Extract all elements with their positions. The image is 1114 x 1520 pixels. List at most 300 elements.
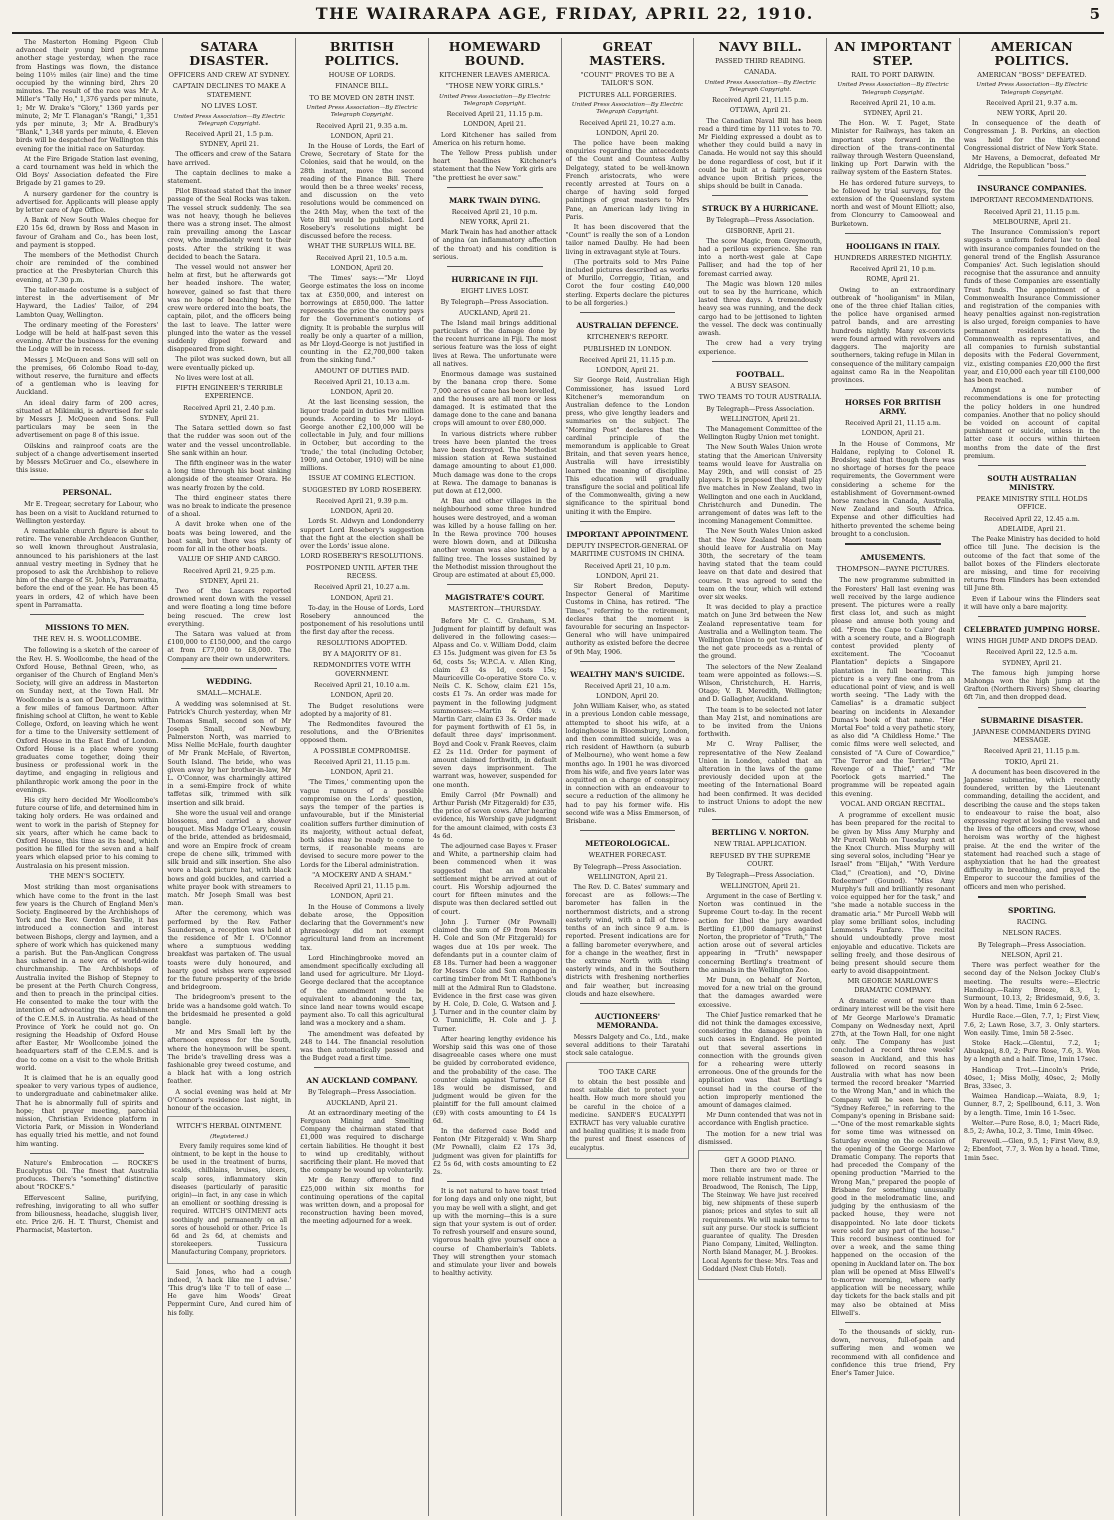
- news-paragraph: Lord Hinchingbrooke moved an amendment specifically excluding all land used for agriculture. Mr Lloyd-George declared that the acceptance of the amendment would be equivalent to abandoning the tax, since land near towns would escape payment also. To call this agricultural land was a mockery and a sham.: [300, 953, 424, 1028]
- news-paragraph: Sir George Reid, Australian High Commissioner, has issued Lord Kitchener's memorandum on Australian defence to the London press, who give lengthy leaders and summaries on the subject. The "Morning Post" declares that the cardinal principle of the memorandum is applicable to Great Britain, and that seven years hence, Australia will have irresistibly learned the meaning of discipline. This education will gradually transfigure the social and political life of the Commonwealth, giving a new significance to the spiritual bond uniting it with the Empire.: [565, 376, 690, 516]
- article-subheading: OFFICERS AND CREW AT SYDNEY.: [168, 71, 290, 79]
- divider: [580, 521, 676, 522]
- news-paragraph: It is claimed that he is an equally good speaker to very various types of audience, to undergraduate and cabinetmaker alike. That he is abnormally full of spirits and hope; that prayer meeting, parochial mission, Christian Evidence platform in Victoria Park, or Mission in Wonderland has equally tried his mettle, and not found him wanting.: [16, 1073, 159, 1148]
- dateline: Received April 21, 10 a.m.: [584, 681, 671, 690]
- dateline: Received April 21, 11.15 p.m.: [712, 96, 809, 105]
- article-heading: AUSTRALIAN DEFENCE.: [576, 321, 679, 331]
- place-line: NEW YORK, April 20.: [996, 109, 1067, 118]
- place-line: LONDON, April 21.: [330, 768, 394, 777]
- lead-headline: NAVY BILL.: [718, 39, 802, 54]
- article-subheading: MR GEORGE MARLOWE'S DRAMATIC COMPANY.: [847, 977, 939, 994]
- news-paragraph: The third engineer states there was no break to indicate the presence of a shoal.: [167, 493, 292, 519]
- article-heading: MARK TWAIN DYING.: [448, 195, 541, 205]
- news-paragraph: The Island mail brings additional particulars of the damage done by the recent hurricane in Fiji. The most serious feature was the loss of eight lives at Rewa. The unfortunate were all natives.: [432, 318, 557, 368]
- place-line: SYDNEY, April 21.: [863, 109, 923, 118]
- dateline: Received April 21, 10.5 a.m.: [316, 253, 408, 262]
- news-paragraph: His city hero decided Mr Woollcombe's future course of life, and determined him in taking holy orders. He was ordained and went to work in the parish of Stepney for six years, after which he came back to Oxford House, this time as its head, which position he filled for the seven and a half years which elapsed prior to his coming to Australasia on his present mission.: [16, 796, 159, 870]
- article-subheading: TWO TEAMS TO TOUR AUSTRALIA.: [698, 393, 822, 402]
- news-paragraph: John William Kaiser, who, as stated in a previous London cable message, attempted to shoot his wife, at a lodginghouse in Bloomsbury, London, and then committed suicide, was a rich resident of Hawthorn (a suburb of Melbourne), who went home a few months ago. In 1901 he was divorced from his wife, and five years later was acquitted on a charge of conspiracy in connection with an endeavour to secure a reduction of the alimony he had to pay his former wife. His second wife was a Miss Emmerson, of Brisbane.: [565, 702, 690, 826]
- divider: [978, 707, 1086, 708]
- article-subheading: RESOLUTIONS ADOPTED.: [316, 638, 408, 647]
- divider: [845, 543, 941, 545]
- article-subheading: FINANCE BILL.: [335, 82, 389, 91]
- article-heading: WEALTHY MAN'S SUICIDE.: [570, 669, 685, 679]
- advertisement: Effervescent Saline, purifying, refreshing, invigorating to all who suffer from biliousness, headache, sluggish liver, etc. Price 2/6. H. T. Thurst, Chemist and Pharmacist, Masterton.: [16, 1193, 159, 1235]
- article-subheading: SMALL—MCHALE.: [196, 688, 262, 697]
- news-paragraph: An ideal dairy farm of 200 acres, situated at Mikimiki, is advertised for sale by Messrs J. McQueen and Sons. Full particulars may be seen in the advertisement on page 8 of this issue.: [16, 398, 159, 440]
- article-subheading: REDMONDITES VOTE WITH GOVERNMENT.: [313, 661, 411, 678]
- advertisement: Nature's Embrocation — ROCKE'S Eucalyptus Oil. The finest that Australia produces. There's "something" distinctive about "ROCKE'S.": [16, 1158, 159, 1192]
- article-subheading: CAPTAIN DECLINES TO MAKE A STATEMENT.: [172, 82, 286, 99]
- advertisement-heading: WITCH'S HERBAL OINTMENT.: [176, 1122, 283, 1131]
- column-7: [827, 38, 960, 1516]
- news-paragraph: At the Fire Brigade Station last evening, a card tournament was held in which the Old Boys' Association defeated the Fire Brigade by 21 games to 29.: [16, 154, 159, 188]
- divider: [30, 1153, 144, 1154]
- news-paragraph: Emily Carrol (Mr Pownall) and Arthur Parish (Mr Fitzgerald) for £35, the price of seven cows. After hearing evidence, his Worship gave judgment for the amount claimed, with costs £3 4s 6d.: [432, 790, 557, 840]
- news-paragraph: Mr Havens, a Democrat, defeated Mr Aldridge, the Republican "boss.": [963, 154, 1100, 171]
- article-subheading: BY A MAJORITY OF 81.: [322, 650, 402, 659]
- news-paragraph: 'The Times,' commenting upon the vague rumours of a possible compromise on the Lords' question, says the temper of the parties is unfavourable, but if the Ministerial coalition suffers further diminution of its majority, without actual defeat, both sides may be ready to come to terms, if reasonable means are devised to secure more power to the Lords for the Liberal administration.: [300, 778, 424, 869]
- news-paragraph: In various districts where rubber trees have been planted the trees have been destroyed. The Methodist mission station at Rewa sustained damage amounting to about £1,000. Much damage was done to the crops at Rewa. The damage to bananas is put down at £12,000.: [432, 429, 557, 495]
- place-line: NEW YORK, April 21.: [459, 218, 530, 227]
- article-subheading: PUBLISHED IN LONDON.: [583, 344, 672, 353]
- article-subheading: AMOUNT OF DUTIES PAID.: [314, 366, 410, 375]
- article-subheading: NO LIVES LOST.: [201, 102, 258, 111]
- article-heading: CELEBRATED JUMPING HORSE.: [963, 624, 1100, 634]
- divider: [447, 266, 543, 267]
- news-paragraph: The Satara settled down so fast that the rudder was soon out of the water and the vessel uncontrollable. She sank within an hour.: [167, 424, 292, 457]
- dateline: Received April 22, 12.45 a.m.: [983, 514, 1080, 523]
- lead-headline: SATARA DISASTER.: [189, 39, 270, 68]
- news-paragraph: The team is to be selected not later than May 21st, and nominations are to be invited from the Unions forthwith.: [698, 705, 823, 739]
- news-paragraph: The officers and crew of the Satara have arrived.: [167, 150, 292, 167]
- dateline: Received April 21, 1.5 p.m.: [185, 130, 274, 139]
- advertisement-box: [698, 1150, 822, 1280]
- place-line: LONDON, April 21.: [330, 131, 394, 140]
- news-paragraph: A dramatic event of more than ordinary interest will be the visit here of Mr George Marlowe's Dramatic Company on Wednesday next, April 27th, at the Town Hall, for one night only. The Company has just concluded a record three weeks' season in Auckland, and this has followed on record seasons in Australia with what has now been termed the record breaker "Married to the Wrong Man," and in which the Company will be seen here. The "Sydney Referee," in referring to the Company's opening in Brisbane said:—"One of the most remarkable sights for some time was witnessed on Saturday evening on the occasion of the opening of the George Marlowe Dramatic Company. The reports that had preceded the Company of the opening production "Married to the Wrong Man," prepared the people of Brisbane for something unusually good in the melodramatic line, and judging by the enthusiasm of the packed house, they were not disappointed. No late door tickets were sold for any part of the house." This record business continued for over a week, and the same thing happened on the occasion of the opening in Auckland later on. The box plan will be opened at Miss Ellwell's to-morrow morning, where early application will be necessary, while day tickets for the back stalls and pit may also be obtained at Miss Ellwell's.: [831, 997, 955, 1317]
- article-subheading: PICTURES ALL FORGERIES.: [578, 90, 677, 99]
- article-heading: INSURANCE COMPANIES.: [977, 184, 1087, 194]
- dateline: Received April 21, 9.37 a.m.: [986, 98, 1078, 107]
- place-line: LONDON, April 20.: [596, 692, 659, 701]
- divider: [845, 1322, 941, 1323]
- news-paragraph: It has been discovered that the "Count" is really the son of a London tailor named Daulby. He had been living in extravagant style at Tours.: [565, 223, 690, 256]
- article-subheading: PASSED THIRD READING.: [715, 57, 806, 65]
- divider: [845, 233, 941, 234]
- news-paragraph: Mr E. Tregear, secretary for Labour, who has been on a visit to Auckland returned to Wellington yesterday.: [16, 500, 159, 525]
- news-paragraph: The members of the Methodist Church choir are reminded of the combined practice at the Presbyterian Church this evening, at 7.30 p.m.: [16, 251, 159, 284]
- place-line: LONDON, April 21.: [330, 593, 394, 602]
- article-heading: MISSIONS TO MEN.: [45, 623, 130, 632]
- news-paragraph: At the last licensing session, the liquor trade paid in duties two million pounds. According to Mr Lloyd-George another £2,100,000 will be collectable in July, and four millions in October, but according to the 'trade,' the total (including October, 1909, and October, 1910) will be nine millions.: [300, 398, 424, 472]
- article-subheading: NEW TRIAL APPLICATION.: [713, 840, 807, 849]
- news-paragraph: The amendment was defeated by 248 to 144. The financial resolution was then automatically passed and the Budget read a first time.: [300, 1029, 424, 1063]
- news-paragraph: Mr C. Wray Palliser, the representative of the New Zealand Union in London, cabled that an alteration in the laws of the game previously decided upon at the meeting of the International Board had been confirmed. It was decided to instruct Unions to adopt the new rules.: [698, 740, 823, 815]
- column-3: [296, 38, 429, 1516]
- news-paragraph: Mr Dunn, on behalf of Norton, moved for a new trial on the ground that the damages awarded were excessive.: [698, 975, 823, 1009]
- article-subheading: HOUSE OF LORDS.: [328, 71, 396, 79]
- place-line: LONDON, April 20.: [330, 264, 394, 273]
- news-paragraph: 'The Times' says:—"Mr Lloyd George estimates the loss on income tax at £350,000, and interest on borrowings at £850,000. The latter represents the price the country pays for the Government's notions of dignity. It is probable the surplus will really be only a quarter of a million, as Mr Lloyd-George is not justified in counting in the £2,700,000 taken from the sinking fund.": [300, 274, 424, 365]
- news-paragraph: In the House of Lords, the Earl of Crewe, Secretary of State for the Colonies, said that he would, on the 28th instant, move the second reading of the Finance Bill. There would then be a three weeks' recess, and discussion on the veto resolutions would be commenced on the 24th May, when the text of the Veto Bill would be published. Lord Rosebery's resolutions might be discussed before the recess.: [300, 142, 424, 241]
- news-paragraph: A social evening was held at Mr O'Connor's residence last night, in honour of the occasion.: [167, 1087, 292, 1112]
- page-number: 5: [1089, 5, 1100, 23]
- article-subheading: VOCAL AND ORGAN RECITAL.: [840, 799, 946, 808]
- article-subheading: ISSUE AT COMING ELECTION.: [308, 474, 416, 483]
- news-paragraph: Argument in the case of Bertling v. Norton was continued in the Supreme Court to-day. In the recent action for libel the jury awarded Bertling £1,000 damages against Norton, the proprietor of "Truth," The action arose out of several articles appearing in "Truth" newspaper concerning Bertling's treatment of the animals in the Wellington Zoo.: [698, 891, 823, 974]
- news-paragraph: The Rev. D. C. Bates' summary and forecast are as follows:—The barometer has fallen in the northernmost districts, and a strong easterly wind, with a fall of three-tenths of an inch since 9 a.m. is reported. Present indications are for a falling barometer everywhere, and for a change in the weather, first in the extreme North with rising easterly winds, and in the Southern districts with freshening northerlies and fair weather, but increasing clouds and haze elsewhere.: [565, 883, 690, 998]
- place-line: ADELAIDE, April 21.: [998, 524, 1066, 533]
- article-heading: STRUCK BY A HURRICANE.: [702, 204, 819, 214]
- article-subheading: KITCHENER'S REPORT.: [586, 333, 669, 342]
- place-line: LONDON, April 20.: [330, 507, 394, 516]
- dateline: Received April 21, 11.15 a.m.: [845, 419, 941, 428]
- article-heading: METEOROLOGICAL.: [585, 839, 670, 849]
- divider: [447, 187, 543, 188]
- news-paragraph: The fifth engineer was in the water a long time through his boat sinking alongside of the steamer Orara. He was nearly frozen by the cold.: [167, 458, 292, 492]
- divider: [978, 465, 1086, 466]
- article-subheading: HUNDREDS ARRESTED NIGHTLY.: [833, 253, 952, 262]
- place-line: LONDON, April 20.: [330, 388, 394, 397]
- news-paragraph: John J. Turner (Mr Pownall) claimed the sum of £9 from Messrs H. Cole and Son (Mr Fitzgerald) for wages due at 10s per week. The defendants put in a counter claim of £8 18s. Turner had been a waggoner for Messrs Cole and Son engaged in carting timber from Mt T. Rathbone's mill at the Admiral Run to Gladstone. Evidence in the first case was given by H. Cole, D. Cole, G. Watson and J. J. Turner and in the counter claim by O. Tunnicliffe, H. Cole and J. J. Turner.: [432, 917, 557, 1033]
- place-line: LONDON, April 21.: [463, 120, 527, 129]
- news-paragraph: Mr and Mrs Small left by the afternoon express for the South, where the honeymoon will be spent. The bride's travelling dress was a fashionable grey tweed costume, and a black hat with a long ostrich feather.: [167, 1028, 292, 1086]
- advertisement-text: Then there are two or three or more reliable instrument made. The Broadwood, The Ronisch, The Lipp, The Steinway. We have just received big, new shipments of these superb pianos; prices and styles to suit all requirements. We will make terms to suit any purse. Our stock is sufficient guarantee of quality. The Dresden Piano Company, Limited, Wellington. North Island Manager, M. J. Brookes. Local Agents for these: Mrs. Teas and Goddard (Next Club Hotel).: [702, 1167, 819, 1273]
- article-subheading: "THOSE NEW YORK GIRLS.": [445, 82, 544, 91]
- news-paragraph: The Canadian Naval Bill has been read a third time by 111 votes to 70. Mr Fielding expressed a doubt as to whether they could build a navy in Canada. He would not say this should be done regardless of cost, but if it could be built at a fairly generous advance upon British prices, the ships should be built in Canada.: [698, 116, 823, 191]
- masthead: [12, 4, 1104, 34]
- article-subheading: THE REV. H. S. WOOLLCOMBE.: [32, 635, 142, 643]
- dateline: Received April 21, 11.15 p.m.: [313, 882, 411, 891]
- place-line: ROME, April 21.: [866, 275, 920, 284]
- news-paragraph: Even if Labour wins the Flinders seat it will have only a bare majority.: [963, 594, 1100, 611]
- news-paragraph: The New South Wales Union wrote stating that the American University teams would leave for Australia on May 29th, and will consist of 25 players. It is proposed they shall play five matches in New Zealand, two in Wellington and one each in Auckland, Christchurch and Dunedin. The arrangement of dates was left to the incoming Management Committee.: [698, 443, 823, 526]
- advertisement-verse: Said Jones, who had a cough indeed, 'A hack like me I advise.' 'This drug's like 'I' to tell of ease ... He gave him Woods' Great Peppermint Cure, And cured him of his folly.: [167, 1267, 292, 1317]
- column-8: [960, 38, 1104, 1516]
- article-heading: AMUSEMENTS.: [860, 552, 926, 562]
- news-paragraph: A davit broke when one of the boats was being lowered, and the boat sank, but there was plenty of room for all in the other boats.: [167, 520, 292, 553]
- news-paragraph: Welter.—Pure Rose, 8.0, 1; Macri Ride, 8.5, 2; Awha, 10.2, 3. Time, 1min 49sec.: [963, 1118, 1100, 1135]
- article-subheading: IMPORTANT RECOMMENDATIONS.: [970, 196, 1094, 205]
- place-line: SYDNEY, April 21.: [199, 413, 259, 422]
- article-heading: HORSES FOR BRITISH ARMY.: [844, 398, 941, 417]
- dateline: Received April 21, 11.15 p.m.: [579, 355, 676, 364]
- dateline: Received April 21, 10.27 a.m.: [314, 583, 410, 592]
- article-heading: MAGISTRATE'S COURT.: [445, 593, 545, 603]
- news-paragraph: A remarkable church figure is about to retire. The venerable Archdeacon Gunther, so well known throughout Australasia, announced to his parishioners at the last annual vestry meeting in Sydney that he proposed to ask the Archbishop to relieve him of the charge of St. John's, Parramatta, before the end of the year. He has been 45 years in orders, 42 of which have been spent in Parramatta.: [16, 526, 159, 609]
- column-4: [429, 38, 562, 1516]
- article-heading: SPORTING.: [1008, 905, 1056, 915]
- article-heading: AN AUCKLAND COMPANY.: [306, 1076, 418, 1086]
- byline: United Press Association—By Electric Telegraph Copyright.: [571, 102, 684, 116]
- article-subheading: JAPANESE COMMANDERS DYING MESSAGE.: [973, 727, 1091, 745]
- news-paragraph: The motion for a new trial was dismissed.: [698, 1129, 823, 1146]
- news-paragraph: Messrs J. McQueen and Sons will sell on the premises, 66 Colombo Road to-day, without reserve, the furniture and effects of a gentleman who is leaving for Auckland.: [16, 355, 159, 397]
- news-paragraph: The crew had a very trying experience.: [698, 339, 823, 356]
- article-subheading: VALUE OF SHIP AND CARGO.: [178, 555, 281, 564]
- news-paragraph: Amongst a number of recommendations is one for protecting the policy holders in one hundred companies. Another that no policy should be voided on account of capital punishment or suicide, unless in the latter case it occurs within thirteen months from the date of the first premium.: [963, 386, 1100, 460]
- divider: [314, 1067, 410, 1068]
- dateline: Received April 21, 10.10 a.m.: [314, 681, 410, 690]
- divider: [181, 668, 277, 669]
- article-subheading: THE MEN'S SOCIETY.: [49, 871, 125, 880]
- news-paragraph: The scow Magic, from Greymouth, had a perilous experience. She ran into a north-west gale at Cape Palliser, and had the top of her foremast carried away.: [698, 236, 823, 278]
- advertisement-box: [167, 1116, 291, 1263]
- advertisement-box: [566, 1062, 690, 1159]
- news-paragraph: It was decided to play a practice match on June 3rd between the New Zealand representative team for Australia and a Wellington team. The Wellington Union to get two-thirds of the net gate proceeds as a rental of the ground.: [698, 603, 823, 661]
- article-heading: FOOTBALL.: [735, 369, 785, 379]
- news-paragraph: The tailor-made costume is a subject of interest in the advertisement of Mr Hayward, the Ladies' Tailor, of 294 Lambton Quay, Wellington.: [16, 285, 159, 319]
- news-paragraph: A document has been discovered in the Japanese submarine, which recently foundered, written by the Lieutenant commanding, detailing the accident, and describing the cause and the steps taken to endeavour to raise the boat, also expressing regret at losing the vessel and the lives of the officers and crew, whose heroism was worthy of the highest praise. At the end the writer of the statement had reached such a stage of asphyxiation that he had the greatest difficulty in breathing, and prayed the Emperor to succour the families of the officers and men who perished.: [963, 767, 1100, 891]
- news-paragraph: The adjourned case Bayes v. Fraser and White, a partnership claim had been commenced when it was suggested that an amicable settlement might be arrived at out of court. His Worship adjourned the court for fifteen minutes and the dispute was then declared settled out of court.: [432, 842, 557, 916]
- news-paragraph: In the House of Commons, Mr Haldane, replying to Colonel R. Brodsley, said that though there was no shortage of horses for the peace requirements, the Government were considering a scheme for the establishment of Government-owned horse ranches in Canada, Australia, New Zealand and South Africa. Expense and other difficulties had hitherto prevented the scheme being brought to a conclusion.: [831, 439, 955, 538]
- column-6: [694, 38, 827, 1516]
- columns: [12, 38, 1104, 1516]
- news-paragraph: The Masterton Homing Pigeon Club advanced their young bird programme another stage yesterday, when the race from Hastings was flown, the distance being 110½ miles (air line) and the time occupied by the winning bird, 2hrs 20 minutes. The result of the race was Mr A. Miller's "Tally Ho," 1,376 yards per minute, 1; Mr W. Drake's "Glory," 1360 yards per minute, 2; Mr T. Flanagan's "Rangi," 1,351 yds per minute, 3; Mr A. Bradbury's "Blank," 1,348 yards per minute, 4. Eleven birds will be despatched for Wellington this evening for the initial race on Saturday.: [16, 38, 159, 153]
- dateline: Received April 21, 2.40 p.m.: [183, 403, 276, 412]
- dateline: By Telegraph—Press Association.: [977, 940, 1086, 949]
- divider: [30, 479, 144, 480]
- place-line: SYDNEY, April 21.: [199, 140, 259, 149]
- news-paragraph: The New South Wales Union asked that the New Zealand Maori team should leave for Australia on May 30th, the secretary of the team having stated that the team could leave on that date and desired that course. It was agreed to send the team on the tour, which will extend over six weeks.: [698, 527, 823, 601]
- news-paragraph: The following is a sketch of the career of the Rev. H. S. Woollcombe, the head of the Oxford House, Bethnal Green, who, as organiser of the Church of England Men's Society, will give an address in Masterton on Sunday next, at the Town Hall. Mr Woollcombe is a son of Devon, born within a few miles of famous Dartmoor. After finishing school at Clifton, he went to Keble College, Oxford, on leaving which he went for a time to the University settlement of Oxford House in the East End of London. Oxford House is a place where young graduates come together, doing their business or professional work in the daytime, and engaging in religious and philanthropic work among the poor in the evenings.: [16, 646, 159, 794]
- divider: [712, 361, 808, 362]
- news-paragraph: (The portraits sold to Mrs Paine included pictures described as works of Murillo, Correggio, Titian, and Corot the four costing £40,000 sterling. Experts declare the pictures to be all forgeries.): [565, 257, 690, 307]
- dateline: Received April 21, 10 p.m.: [584, 561, 671, 570]
- news-paragraph: The famous high jumping horse Mahonga won the high jump at the Grafton (Northern Rivers) Show, clearing 6ft 7in, and then dropped dead.: [963, 668, 1100, 702]
- place-line: WELLINGTON, April 21.: [720, 414, 801, 423]
- news-paragraph: Before Mr C. C. Graham, S.M. Judgment for plaintiff by default was delivered in the following cases:—Alpass and Co. v. William Dodd, claim £3 15s. Judgment was given for £3 5s 6d, costs 5s; W.P.C.A. v. Allen King, claim £3 4s 1d, costs 15s; Mauriceville Co-operative Store Co. v. Neils C. K. Schow, claim £21 15s, costs £1 7s. An order was made for payment in the following judgment summonses:—Martin & Olds v. Martin Carr, claim £3 3s. Order made for payment forthwith of £1 5s, in default three days' imprisonment. Boyd and Cook v. Frank Reeves, claim £2 2s 11d. Order for payment of amount claimed forthwith, in default seven days imprisonment. The warrant was, however, suspended for one month.: [432, 616, 557, 789]
- dateline: Received April 21, 10 a.m.: [850, 98, 936, 107]
- dateline: Received April 21, 10.27 a.m.: [579, 118, 676, 127]
- place-line: WELLINGTON, April 21.: [587, 872, 668, 881]
- news-paragraph: The Hon. W. T. Paget, State Minister for Railways, has taken an important step forward in the direction of the trans-continental railway through Western Queensland, linking up Port Darwin with the railway system of the Eastern States.: [831, 119, 955, 177]
- news-paragraph: No lives were lost at all.: [175, 373, 254, 382]
- news-paragraph: In the House of Commons a lively debate arose, the Opposition declaring that the Government's new phraseology did not exempt agricultural land from an increment tax.: [300, 902, 424, 952]
- place-line: LONDON, April 20.: [330, 691, 394, 700]
- advertisement-heading: GET A GOOD PIANO.: [724, 1155, 796, 1164]
- news-paragraph: Mr de Renzy offered to find £25,000 within six months for continuing operations of the capital was written down, and a proposal for reconstruction having been moved, the meeting adjourned for a week.: [300, 1176, 424, 1226]
- place-line: LONDON, April 21.: [596, 366, 659, 375]
- news-paragraph: At Bau and other villages in the neighbourhood some three hundred houses were destroyed, and a woman was killed by a house falling on her. In the Rewa province 700 houses were blown down, and at Dilkusha another woman was also killed by a falling tree. The losses sustained by the Methodist mission throughout the Group are estimated at about £5,000.: [432, 497, 557, 579]
- advertisement-text: Every family requires some kind of ointment, to be kept in the house to be used in the treatment of burns, scalds, chilblains, bruises, ulcers, scalp sores, inflammatory skin diseases (particularly of parasitic origin)—in fact, in any case in which an emollient or soothing dressing is required. WITCH'S OINTMENT acts soothingly and permanently on all sores of household or other. Price 1s 6d and 2s 6d, at chemists and storekeepers. Tussicura Manufacturing Company, proprietors.: [171, 1142, 288, 1257]
- article-heading: SUBMARINE DISASTER.: [980, 715, 1084, 725]
- lead-headline: HOMEWARD BOUND.: [448, 39, 541, 68]
- news-paragraph: Two of the Lascars reported drowned went down with the vessel and were floating a long time before being rescued. The crew lost everything.: [167, 587, 292, 628]
- news-paragraph: A wedding was solemnised at St. Patrick's Church yesterday, when Mr Thomas Small, second son of Mr Joseph Small, of Newbury, Palmerston North, was married to Miss Nellie McHale, fourth daughter of Mr Frank McHale, of Riverton, South Island. The bride, who was given away by her brother-in-law, Mr L. O'Connor, was charmingly attired in a semi-Empire frock of white taffetas silk, trimmed with silk insertion and silk braid.: [167, 700, 292, 807]
- divider: [580, 661, 676, 662]
- advertisement-heading: TOO TAKE CARE: [598, 1067, 657, 1076]
- article-subheading: THOMPSON—PAYNE PICTURES.: [836, 564, 950, 573]
- news-paragraph: Farewell.—Glen, 9.5, 1; First View, 8.9, 2; Ebenfoot, 7.7, 3. Won by a head. Time, 1min 5sec.: [963, 1137, 1100, 1162]
- dateline: Received April 21, 11.15 p.m.: [313, 758, 411, 767]
- advertisement: It is not natural to have toast tried for long days and only one night, but you may be well with a slight, and get up with the morning—this is a sure sign that your system is out of order. To refresh yourself and ensure sound, vigorous health give yourself once a course of Chamberlain's Tablets. They will strengthen your stomach and stimulate your liver and bowels to healthy activity.: [432, 1187, 557, 1278]
- place-line: SYDNEY, April 21.: [199, 576, 259, 585]
- article-subheading: WHAT THE SURPLUS WILL BE.: [307, 242, 417, 251]
- news-paragraph: The captain declines to make a statement.: [167, 168, 292, 186]
- article-subheading: PEAKE MINISTRY STILL HOLDS OFFICE.: [976, 494, 1088, 512]
- lead-headline: AN IMPORTANT STEP.: [834, 39, 952, 68]
- news-paragraph: The Redmondites favoured the resolutions, and the O'Brienites opposed them.: [300, 720, 424, 745]
- news-paragraph: The police have been making enquiries regarding the antecedents of the Count and Countess Aulby Delgategy, stated to be well-known French aristocrats, who were recently arrested at Tours on a charge of having sold forged paintings of great masters to Mrs Pane, an American lady living in Paris.: [565, 139, 690, 221]
- article-heading: PERSONAL.: [62, 488, 112, 498]
- news-paragraph: The Magic was blown 120 miles out to sea by the hurricane, which lasted three days. A tremendously heavy sea was running, and the deck cargo had to be jettisoned to lighten the vessel. The deck was continually awash.: [698, 279, 823, 338]
- news-paragraph: The new programme submitted in the Foresters' Hall last evening was well received by the large audience present. The pictures were a really first class lot, and such as might please and amuse both young and old. "From the Cape to Cairo" dealt with a scenery route, and a Biograph contest provided plenty of excitement. The "Cocoanut Plantation" depicts a Singapore plantation in full bearing. This picture is a very fine one from an educational point of view, and is well worth seeing. "The Lady with the Camelias" is a dramatic subject bearing on incidents in Alexander Dumas's book of that name. "Her Mortal Foe" told a very pathetic story, as also did "A Childless Home." The comic films were well selected, and consisted of "A Cure of Cowardice," "The Terror and the Terrier," "The Revenge of a Thief," and "Mr Poorlock gets married." The programme will be repeated again this evening.: [831, 576, 955, 798]
- divider: [580, 1003, 676, 1004]
- place-line: LONDON, April 21.: [861, 429, 925, 438]
- news-paragraph: He has ordered future surveys, to be followed by trial surveys, for the extension of the Queensland system north and west of Mount Elliott; also, from Cloncurry to Camooweal and Burketown.: [831, 178, 955, 228]
- article-subheading: SUGGESTED BY LORD ROSEBERY.: [302, 485, 422, 494]
- dateline: Received April 21, 9.39 p.m.: [315, 496, 408, 505]
- article-subheading: RACING.: [1016, 917, 1048, 926]
- news-paragraph: Mr Dunn contended that was not in accordance with English practice.: [698, 1111, 823, 1128]
- dateline: By Telegraph—Press Association.: [307, 1088, 416, 1097]
- place-line: AUCKLAND, April 21.: [326, 1098, 398, 1107]
- lead-headline: GREAT MASTERS.: [589, 39, 666, 68]
- place-line: LONDON, April 21.: [330, 892, 394, 901]
- news-paragraph: The Insurance Commission's report suggests a uniform federal law to deal with insurance companies founded on the general trend of the English Assurance Companies' Act. Such legislation should recognise that the assurance and annuity funds of these Companies are essentially Trust funds. The appointment of a Commonwealth Insurance Commissioner and registration of the companies with heavy penalties against non-registration is also urged, foreign companies to have permanent residents in the Commonwealth as representatives, and all companies to furnish substantial deposits with the Federal Government, viz., existing companies £20,000 the first year, and £10,000 each year till £100,000 has been reached.: [963, 228, 1100, 384]
- article-subheading: CANADA.: [743, 68, 777, 77]
- article-subheading: TO BE MOVED ON 28TH INST.: [309, 93, 415, 102]
- advertisement-subheading: (Registered.): [210, 1133, 249, 1140]
- news-paragraph: The Peake Ministry has decided to hold office till June. The decision is the outcome of the fact that some of the ballot boxes of the Flinders electorate are missing, and time for receiving returns from Flinders has been extended till June 8th.: [963, 535, 1100, 593]
- advertisement: To the thousands of sickly, run-down, nervous, full-of-pain and suffering men and women we recommend with all confidence and confidence this true friend, Fry Ener's Tamer Juice.: [831, 1328, 955, 1378]
- divider: [447, 584, 543, 585]
- news-paragraph: Waimea Handicap.—Waiata, 8.9, 1; Gunner, 8.7, 2; Spellbound, 6.11, 3. Won by a length. Time, 1min 16 1-5sec.: [963, 1092, 1100, 1117]
- news-paragraph: The Budget resolutions were adopted by a majority of 81.: [300, 701, 424, 718]
- place-line: OTTAWA, April 21.: [729, 106, 791, 115]
- news-paragraph: Handicap Trot.—Lincoln's Pride, 40sec, 1; Miss Molly, 40sec, 2; Molly Bras, 33sec, 3.: [963, 1065, 1100, 1090]
- article-subheading: KITCHENER LEAVES AMERICA.: [439, 71, 551, 79]
- news-paragraph: Stoke Hack.—Glentui, 7.2, 1; Abuakpai, 8.0, 2; Pure Rose, 7.6, 3. Won by a length and a half. Time, 1min 17sec.: [963, 1038, 1100, 1064]
- masthead-title: THE WAIRARAPA AGE, FRIDAY, APRIL 22, 1910.: [315, 4, 814, 23]
- column-5: [562, 38, 695, 1516]
- article-heading: BERTLING V. NORTON.: [711, 828, 809, 838]
- article-subheading: "A MOCKERY AND A SHAM.": [312, 870, 412, 879]
- article-heading: HOOLIGANS IN ITALY.: [845, 241, 940, 251]
- byline: United Press Association—By Electric Telegraph Copyright.: [704, 79, 816, 94]
- lead-headline: BRITISH POLITICS.: [324, 39, 400, 68]
- news-paragraph: Sir Robert Bredon, Deputy-Inspector General of Maritime Customs in China, has retired. "The Times," referring to the retirement, declares that the moment is favourable for securing an Inspector-General who will have unimpaired authority as existed before the decree of 9th May, 1906.: [565, 581, 690, 656]
- news-paragraph: After the ceremony, which was performed by the Rev. Father Saunderson, a reception was held at the residence of Mr I. O'Connor where a sumptuous wedding breakfast was partaken of. The usual toasts were duly honoured, and hearty good wishes were expressed for the future prosperity of the bride and bridegroom.: [167, 909, 292, 992]
- news-paragraph: A nursery gardener for the country is advertised for. Applicants will please apply by letter care of Age Office.: [16, 189, 159, 215]
- news-paragraph: Pilot Binstead stated that the inner passage of the Seal Rocks was taken. The vessel struck suddenly. The sea was not heavy, though he believes there was a strong inset. The almost rain prevailing among the Lascar crew, who immediately went to their posts. After the striking it was decided to beach the Satara.: [167, 187, 292, 261]
- divider: [978, 896, 1086, 898]
- column-2: [163, 38, 296, 1516]
- article-subheading: AMERICAN "BOSS" DEFEATED.: [977, 71, 1087, 79]
- article-subheading: DEPUTY INSPECTOR-GENERAL OF MARITIME CUSTOMS IN CHINA.: [566, 541, 689, 559]
- divider: [447, 1181, 543, 1182]
- byline: United Press Association—By Electric Telegraph Copyright.: [976, 82, 1088, 96]
- article-subheading: MASTERTON—THURSDAY.: [448, 605, 542, 614]
- divider: [712, 195, 808, 196]
- divider: [580, 830, 676, 831]
- article-heading: WEDDING.: [206, 676, 252, 686]
- news-paragraph: She wore the usual veil and orange blossoms, and carried a shower bouquet. Miss Madge O'Leary, cousin of the bride, attended as bridesmaid, and wore an Empire frock of cream crepe de chene silk, trimmed with silk braid and silk insertion. She also wore a black picture hat, with black bows and gold buckles, and carried a white prayer book with streamers to match. Mr Joseph Small was best man.: [167, 808, 292, 908]
- place-line: SYDNEY, April 21.: [1002, 658, 1062, 667]
- news-paragraph: The selectors of the New Zealand team were appointed as follows:—S. Wilson, Christchurch, H. Harris, Otago; V. R. Meredith, Wellington; and D. Gallagher, Auckland.: [698, 662, 823, 704]
- dateline: Received April 22, 12.5 a.m.: [986, 648, 1078, 657]
- article-heading: HURRICANE IN FIJI.: [451, 275, 539, 285]
- article-heading: SOUTH AUSTRALIAN MINISTRY.: [987, 473, 1077, 492]
- place-line: MELBOURNE, April 21.: [992, 218, 1071, 227]
- dateline: Received April 21, 9.25 p.m.: [183, 566, 276, 575]
- news-paragraph: Messrs Dalgety and Co., Ltd., make several additions to their Taratahi stock sale catalogue.: [565, 1032, 690, 1058]
- news-paragraph: To-day, in the House of Lords, Lord Rosebery announced the postponement of his resolutions until the first day after the recess.: [300, 603, 424, 637]
- article-subheading: A BUSY SEASON.: [730, 381, 791, 390]
- article-heading: AUCTIONEERS' MEMORANDA.: [594, 1011, 661, 1030]
- place-line: LONDON, April 20.: [596, 128, 659, 137]
- article-subheading: WEATHER FORECAST.: [588, 851, 667, 860]
- news-paragraph: The ordinary meeting of the Foresters' Lodge will be held at half-past seven this evening. After the business for the evening the Lodge will be in recess.: [16, 320, 159, 354]
- article-subheading: NELSON RACES.: [1002, 929, 1062, 938]
- dateline: By Telegraph—Press Association.: [706, 216, 815, 225]
- byline: United Press Association—By Electric Telegraph Copyright.: [306, 105, 418, 119]
- news-paragraph: In consequence of the death of Congressman J. B. Perkins, an election was held for the thirty-second Congressional district of New York State.: [963, 119, 1100, 152]
- place-line: WELLINGTON, April 21.: [720, 881, 801, 890]
- dateline: Received April 21, 10 p.m.: [849, 265, 936, 274]
- news-paragraph: Owing to an extraordinary outbreak of "hooliganism" in Milan, one of the three chief Italian cities, the police have organised armed patrol bands, and are arresting hundreds nightly. Many ex-convicts were found armed with revolvers and daggers. The majority are southerners, taking refuge in Milan in consequence of the military campaign against camo Ra in the Neapolitan provinces.: [831, 285, 955, 384]
- article-subheading: LORD ROSEBERY'S RESOLUTIONS.: [300, 552, 424, 561]
- lead-headline: AMERICAN POLITICS.: [990, 39, 1073, 68]
- article-subheading: POSTPONED UNTIL AFTER THE RECESS.: [305, 563, 418, 580]
- dateline: Received April 21, 9.35 a.m.: [316, 121, 408, 130]
- news-paragraph: Enormous damage was sustained by the banana crop there. Some 7,000 acres of cane has been levelled, and the houses are all more or less damaged. It is estimated that the damage done to the cane and banana crops will amount to over £80,000.: [432, 370, 557, 428]
- byline: United Press Association—By Electric Telegraph Copyright.: [438, 93, 551, 108]
- dateline: By Telegraph—Press Association.: [706, 871, 815, 880]
- article-subheading: REFUSED BY THE SUPREME COURT.: [709, 851, 811, 869]
- news-paragraph: The bridegroom's present to the bride was a handsome gold watch. To the bridesmaid he presented a gold bangle.: [167, 993, 292, 1026]
- dateline: Received April 21, 10 p.m.: [451, 207, 538, 216]
- news-paragraph: The Yellow Press publish under heart headlines Kitchener's statement that the New York girls are "the prettiest he ever saw.": [432, 149, 557, 182]
- news-paragraph: Most striking than most organisations which have come to the front in the last few years is the Church of England Men's Society. Engineered by the Archbishops of York and the Rev. Gordon Saville, it has introduced a connection and interest between Bishops, clergy and laymen, and a sphere of work which has quickened many a parish. But the Pan-Anglican Congress has ushered in a new era of world-wide churchmanship. The Archbishops of Australia invited the Bishop of Stepney to be present at the Perth Church Congress, and then to preach in the principal cities. He consented to make the tour with the intention of advocating the establishment of the C.E.M.S. in Australia. As head of the Province of York he could not go. On resigning the Headship of Oxford House after Easter, Mr Woollcombe joined the headquarters staff of the C.E.M.S. and is due to come on a visit to the whole British world.: [16, 883, 159, 1072]
- news-paragraph: After hearing lengthy evidence his Worship said this was one of those disagreeable cases where one must be guided by corroborated evidence, and the probability of the case. The counter claim against Turner for £8 18s would be dismissed, and judgment would be given for the plaintiff for the full amount claimed (£9) with costs amounting to £4 1s 6d.: [432, 1034, 557, 1125]
- news-paragraph: At an extraordinary meeting of the Ferguson Mining and Smelting Company the chairman stated that £1,000 was required to discharge certain liabilities. He thought it best to wind up creditably, without sacrificing their plant. He moved that the company be wound up voluntarily.: [300, 1108, 424, 1175]
- dateline: By Telegraph—Press Association.: [573, 862, 682, 871]
- dateline: Received April 21, 11.15 p.m.: [446, 110, 543, 119]
- byline: United Press Association—By Electric Telegraph Copyright.: [173, 113, 285, 127]
- place-line: GISBORNE, April 21.: [725, 226, 795, 235]
- news-paragraph: The vessel would not answer her helm at first, but he afterwards got her headed inshore. The water, however, gained so fast that there was no hope of beaching her. The crew were ordered into the boats, the captain, pilot, and the officers being the last to leave. The latter were plunged into the water as the vessel suddenly dipped forward and disappeared from sight.: [167, 263, 292, 354]
- article-subheading: A POSSIBLE COMPROMISE.: [313, 746, 411, 755]
- dateline: Received April 21, 11.15 p.m.: [983, 207, 1080, 216]
- place-line: LONDON, April 21.: [596, 571, 659, 580]
- dateline: By Telegraph—Press Association.: [706, 404, 815, 413]
- news-paragraph: Hurdle Race.—Glen, 7.7, 1; First View, 7.6, 2; Lawn Rose, 3.7, 3. Only starters. Won easily. Time, 1min 58 2-5sec.: [963, 1012, 1100, 1037]
- news-paragraph: Oilskins and rainproof coats are the subject of a change advertisement inserted by Messrs McGruer and Co., elsewhere in this issue.: [16, 441, 159, 475]
- divider: [978, 616, 1086, 617]
- article-subheading: WINS HIGH JUMP AND DROPS DEAD.: [966, 636, 1098, 645]
- divider: [978, 175, 1086, 176]
- dateline: Received April 21, 11.15 p.m.: [983, 747, 1080, 756]
- news-paragraph: The pilot was sucked down, but all were eventually picked up.: [167, 355, 292, 372]
- place-line: NELSON, April 21.: [1001, 950, 1063, 959]
- news-paragraph: In the deferred case Bodd and Fenton (Mr Fitzgerald) v. Wm Sharp (Mr Pownall), claim £2 17s 3d, judgment was given for plaintiffs for £2 5s 6d, with costs amounting to £2 2s.: [432, 1126, 557, 1176]
- divider: [30, 614, 144, 615]
- divider: [580, 312, 676, 313]
- column-1: [12, 38, 163, 1516]
- dateline: Received April 21, 10.13 a.m.: [314, 377, 410, 386]
- divider: [712, 819, 808, 820]
- news-paragraph: The Management Committee of the Wellington Rugby Union met tonight.: [698, 424, 823, 442]
- news-paragraph: There was perfect weather for the second day of the Nelson Jockey Club's meeting. The results were:—Electric Handicap.—Rainy Breeze, 8.3, 1; Surmount, 10.13, 2; Bridesmaid, 9.6, 3. Won by a head. Time, 1min 6 2-5sec.: [963, 961, 1100, 1011]
- place-line: TOKIO, April 21.: [1005, 757, 1059, 766]
- dateline: By Telegraph—Press Association.: [440, 298, 549, 307]
- byline: United Press Association—By Electric Telegraph Copyright.: [837, 82, 949, 96]
- article-subheading: EIGHT LIVES LOST.: [460, 287, 529, 296]
- news-paragraph: Lord Kitchener has sailed from America on his return home.: [432, 130, 557, 147]
- news-paragraph: Lords St. Aldwyn and Londonderry support Lord Rosebery's suggestion that the fight at the election shall be over the Lords' issue alone.: [300, 517, 424, 550]
